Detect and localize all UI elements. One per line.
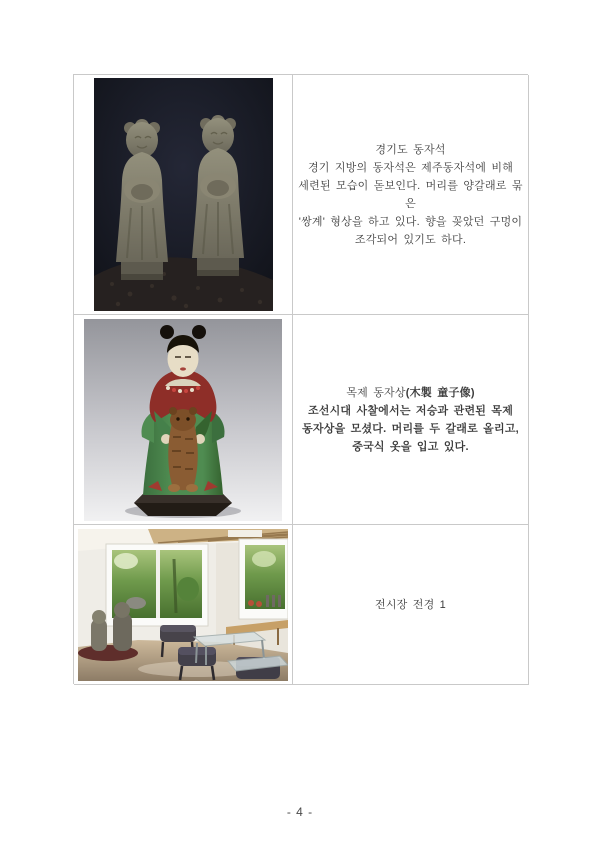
caption-line: 경기 지방의 동자석은 제주동자석에 비해 — [307, 161, 514, 174]
caption-line: '쌍계' 형상을 하고 있다. 향을 꽂았던 구멍이 — [298, 215, 523, 228]
table-cell-photo-room — [74, 525, 293, 685]
table-cell-caption-wooden — [293, 315, 529, 525]
page-number: - 4 - — [286, 805, 314, 819]
caption-line: 동자상을 모셨다. 머리를 두 갈래로 올리고, — [302, 422, 519, 435]
artifact-table — [73, 74, 528, 684]
caption-line: 경기도 동자석 — [375, 143, 446, 156]
caption-line: 중국식 옷을 입고 있다. — [352, 440, 469, 453]
photo-stone-child-statues — [94, 78, 273, 311]
table-cell-caption-room — [293, 525, 529, 685]
caption-line: 전시장 전경 1 — [375, 598, 446, 611]
caption-title: 목제 동자상(木製 童子像) — [346, 386, 475, 399]
table-cell-photo-stone-statues — [74, 75, 293, 315]
caption-line: 조선시대 사찰에서는 저승과 관련된 목제 — [307, 404, 514, 417]
caption-line: 조각되어 있기도 하다. — [354, 233, 467, 246]
table-cell-caption-gyeonggi — [293, 75, 529, 315]
photo-wooden-child-statue — [84, 319, 282, 521]
caption-line: 세련된 모습이 돋보인다. 머리를 양갈래로 묶은 — [298, 179, 523, 210]
table-cell-photo-wooden-statue — [74, 315, 293, 525]
photo-exhibition-room — [78, 529, 288, 681]
